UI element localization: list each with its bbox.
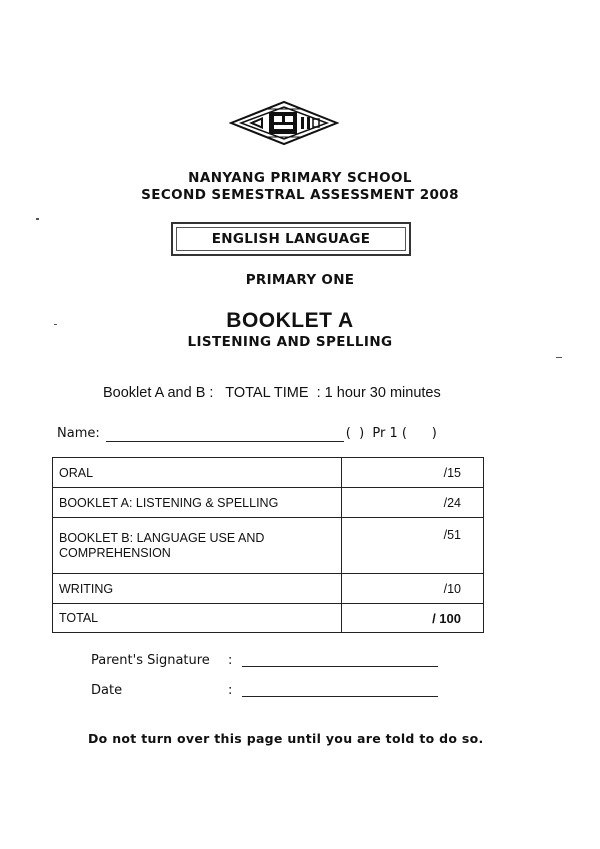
name-label: Name: xyxy=(57,426,100,441)
time-booklets-label: Booklet A and B : xyxy=(103,385,214,401)
date-line[interactable] xyxy=(242,696,438,697)
name-row xyxy=(57,426,437,441)
assessment-title: SECOND SEMESTRAL ASSESSMENT 2008 xyxy=(141,187,459,203)
subject-box xyxy=(171,222,411,256)
score-cell[interactable]: /15 xyxy=(342,458,484,488)
school-logo xyxy=(229,100,339,146)
time-info xyxy=(103,385,441,401)
marks-table xyxy=(52,457,484,633)
component-cell xyxy=(53,518,342,574)
table-row xyxy=(53,488,484,518)
level-title: PRIMARY ONE xyxy=(245,272,355,288)
score-cell[interactable]: /10 xyxy=(342,574,484,604)
parent-signature-line[interactable] xyxy=(242,666,438,667)
total-time-value: : 1 hour 30 minutes xyxy=(316,385,441,401)
score-cell[interactable]: /24 xyxy=(342,488,484,518)
name-entry-line[interactable] xyxy=(106,441,344,442)
total-score-cell[interactable]: / 100 xyxy=(342,604,484,633)
table-row xyxy=(53,458,484,488)
booklet-title: BOOKLET A xyxy=(226,309,354,332)
component-cell: BOOKLET A: LISTENING & SPELLING xyxy=(53,488,342,518)
subject-title: ENGLISH LANGUAGE xyxy=(176,227,406,251)
school-heading xyxy=(0,170,600,204)
booklet-subtitle: LISTENING AND SPELLING xyxy=(187,334,393,350)
table-row xyxy=(53,604,484,633)
scan-speck xyxy=(54,324,57,325)
component-cell: ORAL xyxy=(53,458,342,488)
score-cell[interactable]: /51 xyxy=(342,518,484,574)
parent-signature-label: Parent's Signature xyxy=(91,653,210,668)
component-cell-text: BOOKLET B: LANGUAGE USE AND COMPREHENSION xyxy=(59,530,265,560)
class-register-field: ( ) Pr 1 ( ) xyxy=(345,426,437,441)
scan-speck xyxy=(36,218,39,220)
instruction-notice: Do not turn over this page until you are told to do so. xyxy=(88,731,484,746)
component-cell: TOTAL xyxy=(53,604,342,633)
table-row xyxy=(53,518,484,574)
school-name: NANYANG PRIMARY SCHOOL xyxy=(188,170,412,186)
parent-signature-colon: : xyxy=(228,653,233,668)
date-label: Date xyxy=(91,683,123,698)
scan-speck xyxy=(556,357,562,358)
date-colon: : xyxy=(228,683,233,698)
component-cell: WRITING xyxy=(53,574,342,604)
total-time-label: TOTAL TIME xyxy=(225,385,309,401)
table-row xyxy=(53,574,484,604)
